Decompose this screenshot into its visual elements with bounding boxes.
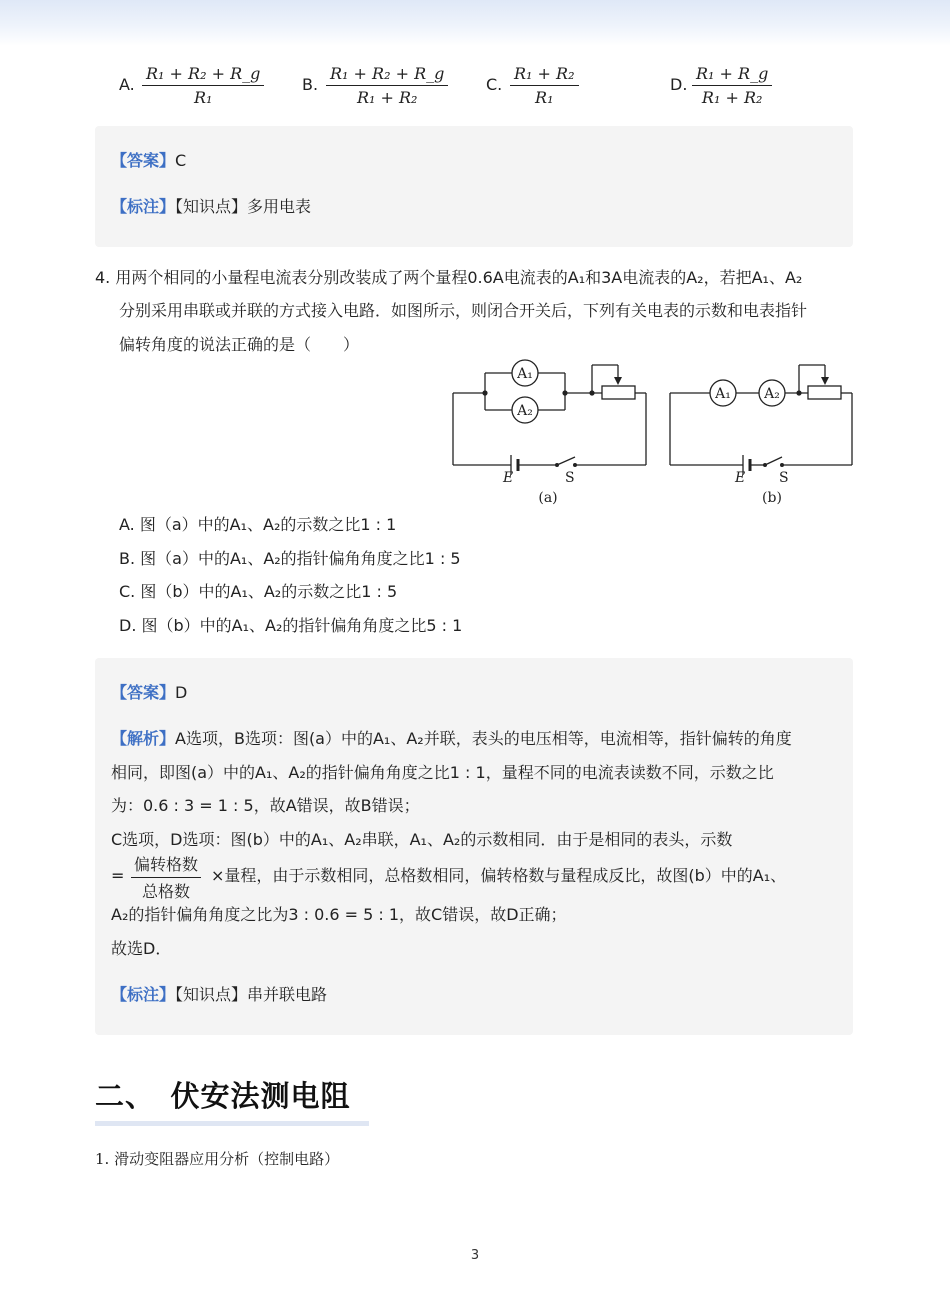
switch-a-label: S	[565, 470, 575, 486]
ammeter-a1-a-label: A₁	[517, 366, 533, 382]
q3-note-line	[111, 196, 311, 218]
q4-analysis-line-7: 故选D．	[111, 939, 172, 958]
header-band	[0, 0, 950, 46]
switch-b-label: S	[779, 470, 789, 486]
option-a-formula	[142, 64, 264, 107]
analysis-text-1: A选项，B选项：图(a）中的A₁、A₂并联，表头的电压相等，电流相等，指针偏转的角度	[175, 729, 792, 748]
circuit-a	[453, 360, 646, 465]
option-b-formula	[326, 64, 448, 107]
q4-stem-line-1: 4. 用两个相同的小量程电流表分别改装成了两个量程0.6A电流表的A₁和3A电流表的A₂，若把A₁、A₂	[95, 268, 803, 287]
ammeter-a2-b-label: A₂	[764, 386, 780, 402]
option-b-denominator: R₁ + R₂	[356, 88, 418, 107]
formula-equals: =	[111, 866, 125, 885]
answer-value: C	[175, 151, 187, 170]
q4-analysis-line-2: 相同，即图(a）中的A₁、A₂的指针偏角角度之比1 : 1，量程不同的电流表读数不同，示数之比	[111, 763, 774, 782]
q4-stem-line-3: 偏转角度的说法正确的是（ ）	[119, 335, 360, 354]
option-d-formula	[692, 64, 772, 107]
option-d-letter: D.	[670, 75, 688, 94]
note-value: 【知识点】多用电表	[175, 197, 312, 216]
q3-answer-box	[95, 126, 853, 247]
formula-rest: ×量程，由于示数相同，总格数相同，偏转格数与量程成反比，故图(b）中的A₁、	[211, 866, 787, 885]
option-c-formula	[510, 64, 579, 107]
option-b-numerator: R₁ + R₂ + R_g	[326, 64, 448, 86]
q4-analysis-line-1	[111, 728, 792, 750]
q4-stem-line-2: 分别采用串联或并联的方式接入电路．如图所示，则闭合开关后，下列有关电表的示数和电表指针	[119, 301, 808, 320]
q4-note-line	[111, 984, 327, 1006]
option-a-numerator: R₁ + R₂ + R_g	[142, 64, 264, 86]
option-c-letter: C.	[486, 75, 503, 94]
section-item-1: 1. 滑动变阻器应用分析（控制电路）	[95, 1150, 340, 1168]
note-tag: 【标注】	[111, 197, 176, 216]
q4-option-d: D. 图（b）中的A₁、A₂的指针偏角角度之比5 : 1	[119, 616, 463, 635]
q4-option-a: A. 图（a）中的A₁、A₂的示数之比1 : 1	[119, 515, 397, 534]
option-c-denominator: R₁	[535, 88, 554, 107]
q4-analysis-line-3: 为：0.6 : 3 = 1 : 5，故A错误，故B错误；	[111, 796, 420, 815]
option-a-denominator: R₁	[193, 88, 213, 107]
q4-analysis-line-4: C选项，D选项：图(b）中的A₁、A₂串联，A₁、A₂的示数相同．由于是相同的表头，示数	[111, 830, 733, 849]
figure-b-caption: (b)	[762, 490, 782, 506]
section-title: 二、 伏安法测电阻	[95, 1079, 351, 1113]
q4-option-b: B. 图（a）中的A₁、A₂的指针偏角角度之比1 : 5	[119, 549, 461, 568]
q4-analysis-line-6: A₂的指针偏角角度之比为3 : 0.6 = 5 : 1，故C错误，故D正确；	[111, 905, 567, 924]
note-tag: 【标注】	[111, 985, 176, 1004]
note-value: 【知识点】串并联电路	[175, 985, 328, 1004]
option-d-denominator: R₁ + R₂	[701, 88, 763, 107]
analysis-tag: 【解析】	[111, 729, 176, 748]
section-title-underline	[95, 1121, 369, 1126]
option-d-numerator: R₁ + R_g	[692, 64, 772, 86]
answer-value: D	[175, 683, 188, 702]
option-b-letter: B.	[302, 75, 319, 94]
answer-tag: 【答案】	[111, 683, 176, 702]
ammeter-a2-a-label: A₂	[517, 403, 533, 419]
option-c-numerator: R₁ + R₂	[510, 64, 579, 86]
formula-fraction	[131, 852, 201, 902]
ammeter-a1-b-label: A₁	[715, 386, 731, 402]
page-number: 3	[470, 1248, 480, 1263]
q4-answer-box	[95, 658, 853, 1035]
option-a-letter: A.	[119, 75, 135, 94]
q4-option-c: C. 图（b）中的A₁、A₂的示数之比1 : 5	[119, 582, 398, 601]
answer-tag: 【答案】	[111, 151, 176, 170]
circuit-diagrams	[445, 355, 865, 513]
formula-numerator: 偏转格数	[131, 852, 201, 878]
q3-answer-line	[111, 150, 186, 172]
q4-answer-line	[111, 682, 187, 704]
battery-a-label: E	[503, 470, 514, 486]
battery-b-label: E	[735, 470, 746, 486]
formula-denominator: 总格数	[142, 882, 191, 901]
figure-a-caption: (a)	[538, 490, 558, 506]
